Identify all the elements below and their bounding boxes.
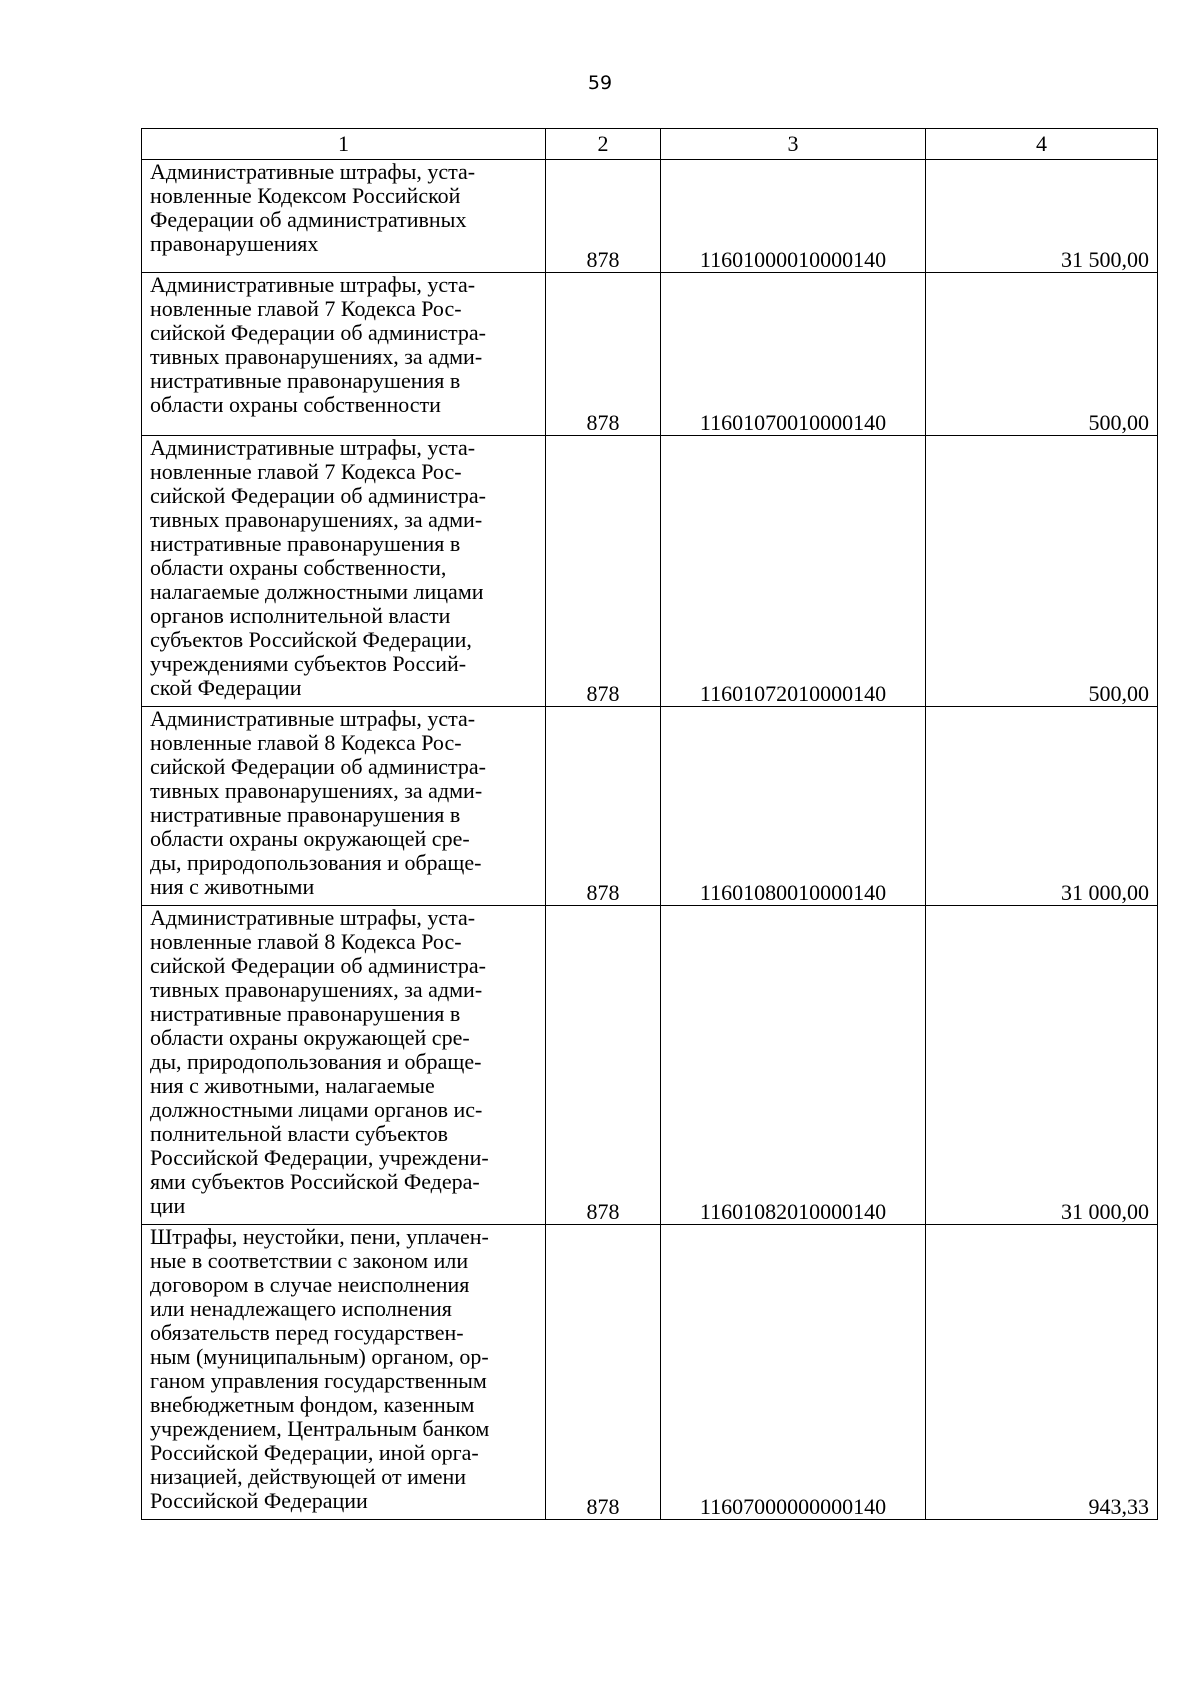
revenue-name-line: области охраны окружающей сре- — [150, 826, 470, 851]
revenue-name-line: низацией, действующей от имени — [150, 1464, 467, 1489]
column-header-2: 2 — [546, 129, 661, 160]
kbk-code-cell: 11601082010000140 — [661, 906, 926, 1225]
revenue-name-line: Административные штрафы, уста- — [150, 435, 476, 460]
revenue-name-line: Административные штрафы, уста- — [150, 159, 476, 184]
revenue-name-line: новленные главой 8 Кодекса Рос- — [150, 730, 462, 755]
admin-code-cell: 878 — [546, 707, 661, 906]
revenue-name-line: области охраны собственности, — [150, 555, 447, 580]
revenue-name-line: ской Федерации — [150, 675, 302, 700]
amount-cell: 500,00 — [926, 436, 1158, 707]
revenue-name-cell — [142, 273, 546, 436]
revenue-name-line: области охраны окружающей сре- — [150, 1025, 470, 1050]
admin-code-cell: 878 — [546, 273, 661, 436]
revenue-name-line: нистративные правонарушения в — [150, 802, 461, 827]
revenue-name-line: ями субъектов Российской Федера- — [150, 1169, 480, 1194]
revenue-name-line: ды, природопользования и обраще- — [150, 850, 482, 875]
revenue-name-line: сийской Федерации об администра- — [150, 320, 486, 345]
revenue-name-line: ния с животными, налагаемые — [150, 1073, 435, 1098]
revenue-name-line: Российской Федерации, учреждени- — [150, 1145, 489, 1170]
admin-code-cell: 878 — [546, 906, 661, 1225]
revenue-name-line: тивных правонарушениях, за адми- — [150, 344, 483, 369]
revenue-name-line: обязательств перед государствен- — [150, 1320, 464, 1345]
revenue-name-line: Российской Федерации, иной орга- — [150, 1440, 479, 1465]
revenue-table — [141, 128, 1158, 1520]
amount-cell: 500,00 — [926, 273, 1158, 436]
amount-cell: 31 000,00 — [926, 906, 1158, 1225]
column-header-4: 4 — [926, 129, 1158, 160]
revenue-name-line: договором в случае неисполнения — [150, 1272, 470, 1297]
header-row — [142, 129, 1158, 160]
revenue-name-cell — [142, 707, 546, 906]
revenue-name-line: новленные Кодексом Российской — [150, 183, 461, 208]
revenue-name-line: Административные штрафы, уста- — [150, 905, 476, 930]
revenue-name-cell — [142, 160, 546, 273]
revenue-name-line: полнительной власти субъектов — [150, 1121, 449, 1146]
table-row — [142, 1225, 1158, 1520]
kbk-code-cell: 11601070010000140 — [661, 273, 926, 436]
revenue-name-line: ганом управления государственным — [150, 1368, 487, 1393]
revenue-name-line: сийской Федерации об администра- — [150, 483, 486, 508]
amount-cell: 31 000,00 — [926, 707, 1158, 906]
revenue-name-line: Административные штрафы, уста- — [150, 706, 476, 731]
revenue-name-cell — [142, 1225, 546, 1520]
revenue-name-line: правонарушениях — [150, 231, 319, 256]
column-header-1: 1 — [142, 129, 546, 160]
revenue-name-line: сийской Федерации об администра- — [150, 953, 486, 978]
revenue-name-line: органов исполнительной власти — [150, 603, 451, 628]
revenue-name-line: ды, природопользования и обраще- — [150, 1049, 482, 1074]
revenue-name-line: тивных правонарушениях, за адми- — [150, 977, 483, 1002]
table-row — [142, 707, 1158, 906]
table-row — [142, 160, 1158, 273]
revenue-name-line: Административные штрафы, уста- — [150, 272, 476, 297]
kbk-code-cell: 11601080010000140 — [661, 707, 926, 906]
revenue-name-line: субъектов Российской Федерации, — [150, 627, 472, 652]
revenue-name-line: тивных правонарушениях, за адми- — [150, 778, 483, 803]
revenue-name-line: нистративные правонарушения в — [150, 531, 461, 556]
revenue-name-line: новленные главой 7 Кодекса Рос- — [150, 459, 462, 484]
revenue-name-line: ции — [150, 1193, 186, 1218]
amount-cell: 31 500,00 — [926, 160, 1158, 273]
table-row — [142, 906, 1158, 1225]
revenue-name-line: ния с животными — [150, 874, 315, 899]
revenue-name-line: Штрафы, неустойки, пени, уплачен- — [150, 1224, 489, 1249]
revenue-name-line: ным (муниципальным) органом, ор- — [150, 1344, 489, 1369]
revenue-name-line: новленные главой 8 Кодекса Рос- — [150, 929, 462, 954]
revenue-name-line: ные в соответствии с законом или — [150, 1248, 469, 1273]
revenue-name-line: Федерации об административных — [150, 207, 467, 232]
admin-code-cell: 878 — [546, 160, 661, 273]
revenue-name-line: учреждением, Центральным банком — [150, 1416, 490, 1441]
column-header-3: 3 — [661, 129, 926, 160]
table-row — [142, 436, 1158, 707]
revenue-name-line: области охраны собственности — [150, 392, 441, 417]
revenue-name-line: Российской Федерации — [150, 1488, 368, 1513]
revenue-name-line: налагаемые должностными лицами — [150, 579, 484, 604]
kbk-code-cell: 11601000010000140 — [661, 160, 926, 273]
table-body — [142, 160, 1158, 1520]
revenue-name-line: нистративные правонарушения в — [150, 368, 461, 393]
revenue-name-line: сийской Федерации об администра- — [150, 754, 486, 779]
kbk-code-cell: 11601072010000140 — [661, 436, 926, 707]
admin-code-cell: 878 — [546, 436, 661, 707]
table-row — [142, 273, 1158, 436]
page-number: 59 — [587, 72, 613, 94]
revenue-name-line: тивных правонарушениях, за адми- — [150, 507, 483, 532]
revenue-name-line: должностными лицами органов ис- — [150, 1097, 483, 1122]
kbk-code-cell: 11607000000000140 — [661, 1225, 926, 1520]
revenue-name-cell — [142, 436, 546, 707]
admin-code-cell: 878 — [546, 1225, 661, 1520]
revenue-name-line: новленные главой 7 Кодекса Рос- — [150, 296, 462, 321]
revenue-name-line: или ненадлежащего исполнения — [150, 1296, 452, 1321]
revenue-name-line: внебюджетным фондом, казенным — [150, 1392, 475, 1417]
amount-cell: 943,33 — [926, 1225, 1158, 1520]
revenue-name-cell — [142, 906, 546, 1225]
revenue-name-line: нистративные правонарушения в — [150, 1001, 461, 1026]
revenue-name-line: учреждениями субъектов Россий- — [150, 651, 467, 676]
